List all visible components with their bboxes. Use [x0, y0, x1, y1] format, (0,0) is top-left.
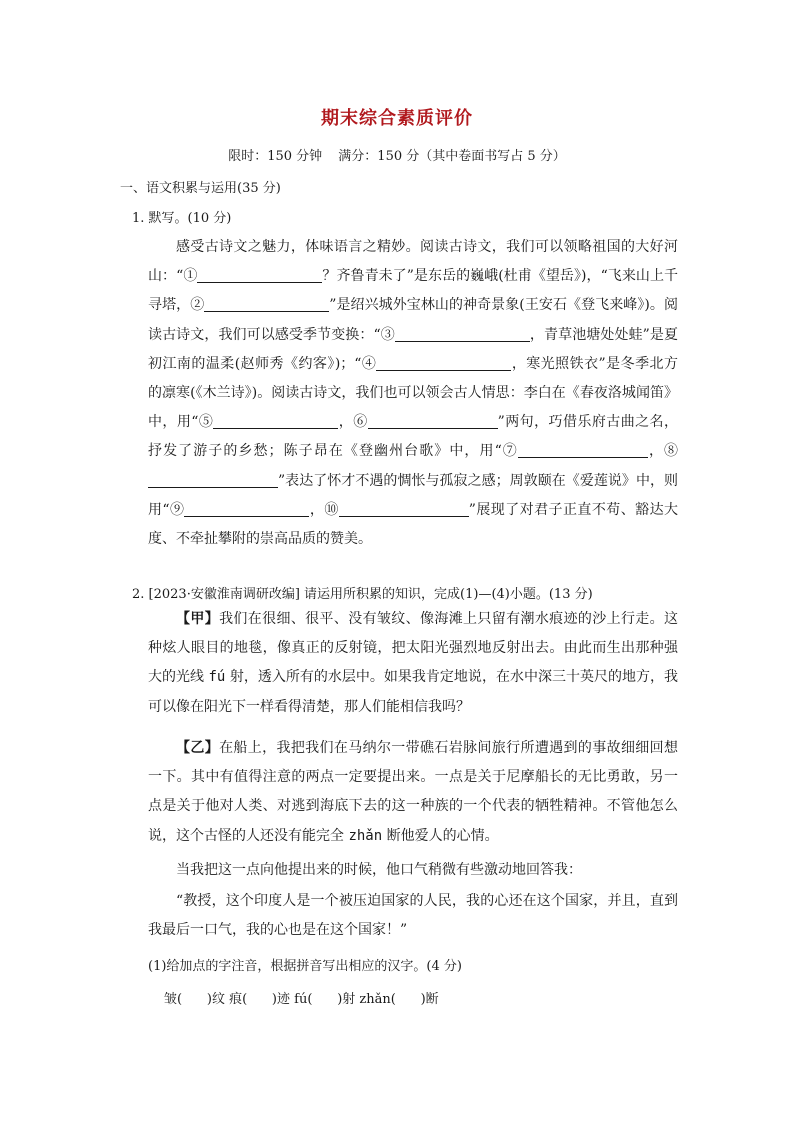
passage-text: ，⑩	[309, 501, 339, 518]
passage-text: ，⑥	[338, 414, 368, 431]
page-title: 期末综合素质评价	[321, 108, 473, 129]
passage-text: ”两句，巧借乐府古曲之名，抒发了游子的乡愁；陈子昂在《登幽州台歌》中，用“⑦	[148, 414, 678, 460]
answer-blank-3[interactable]	[395, 325, 530, 342]
question-2-label: 2. [2023·安徽淮南调研改编] 请运用所积累的知识，完成(1)—(4)小题。(13 分)	[132, 587, 593, 602]
question-1-label: 1. 默写。(10 分)	[132, 211, 232, 226]
passage-text: 感受古诗文之魅力，体味语言之精妙。阅读古诗文，我们可以领略祖国的大好河山：	[148, 239, 678, 285]
passage-text: 断他爱人的心情。	[386, 827, 499, 844]
passage-text: ”展现了对君子正直不苟、豁达大度、不牵扯攀附的崇高品质的赞美。	[148, 501, 678, 548]
passage-text: 在船上，我把我们在马纳尔一带礁石岩脉间旅行所遭遇到的事故细细回想一下。其中有值得注意的两点一定要提出来。一点是关于尼摩船长的无比勇敢，另一点是关于他对人类、对逃到海底下去的这一种族的一个代表的牺牲精神。不管他怎么说，这个古怪的人还没有能完全	[148, 740, 679, 844]
question-1-passage	[148, 233, 678, 554]
answer-blank-2[interactable]	[204, 295, 329, 312]
passage-paragraph: “教授，这个印度人是一个被压迫国家的人民，我的心还在这个国家，并且，直到我最后一口气，我的心也是在这个国家！”	[148, 893, 678, 939]
answer-blank-1[interactable]	[197, 266, 322, 283]
passage-tag-yi: 【乙】	[176, 740, 220, 756]
passage-tag-jia: 【甲】	[176, 611, 220, 627]
passage-text: ，⑧	[647, 443, 679, 460]
subquestion-1-answer-row[interactable]: 皱( )纹 痕( )迹 fú( )射 zhǎn( )断	[164, 992, 439, 1007]
passage-text: ”是绍兴城外宝林山的神奇景象(王安石《登飞来峰》)。阅读古诗文，我们可以感受季节变换：“③	[148, 297, 678, 343]
passage-yi	[148, 734, 678, 851]
subquestion-1-label: (1)给加点的字注音，根据拼音写出相应的汉字。(4 分)	[148, 959, 462, 974]
answer-blank-5[interactable]	[213, 412, 338, 429]
passage-text: ”表达了怀才不遇的惆怅与孤寂之感；周敦颐在《爱莲说》中，则用“⑨	[148, 472, 678, 518]
answer-blank-10[interactable]	[339, 500, 469, 517]
section-heading: 一、语文积累与运用(35 分)	[120, 181, 281, 196]
passage-text: ，寒光照铁衣”是冬季北方的凛寒(《木兰诗》)。阅读古诗文，我们也可以领会古人情思：李白在《春夜洛城闻笛》中，用“⑤	[148, 355, 678, 431]
passage-text: ？齐鲁青未了”是东岳的巍峨(杜甫《望岳》)，“飞来山上千寻塔，②	[148, 268, 678, 314]
answer-blank-8[interactable]	[148, 471, 278, 488]
passage-text: ，青草池塘处处蛙”是夏初江南的温柔(赵师秀《约客》)；“④	[148, 326, 678, 372]
answer-blank-9[interactable]	[184, 500, 309, 517]
passage-text: “①	[176, 268, 198, 285]
exam-info	[0, 145, 794, 164]
passage-text: 射，透入所有的水层中。如果我肯定地说，在水中深三十英尺的地方，我可以像在阳光下一样看得清楚，那人们能相信我吗？	[148, 669, 679, 715]
answer-blank-7[interactable]	[518, 441, 648, 458]
full-score: 满分：150 分（其中卷面书写占 5 分）	[338, 149, 566, 164]
pinyin-zhan: zhǎn	[348, 827, 383, 844]
pinyin-fu: fú	[208, 669, 226, 686]
passage-paragraph: 当我把这一点向他提出来的时候，他口气稍微有些激动地回答我：	[176, 862, 582, 878]
answer-blank-4[interactable]	[376, 354, 511, 371]
passage-text: 我们在很细、很平、没有皱纹、像海滩上只留有潮水痕迹的沙上行走。这种炫人眼目的地毯，像真正的反射镜，把太阳光强烈地反射出去。由此而生出那种强大的光线	[148, 611, 679, 686]
answer-blank-6[interactable]	[368, 412, 498, 429]
time-limit: 限时：150 分钟	[228, 149, 323, 164]
passage-jia	[148, 605, 678, 722]
